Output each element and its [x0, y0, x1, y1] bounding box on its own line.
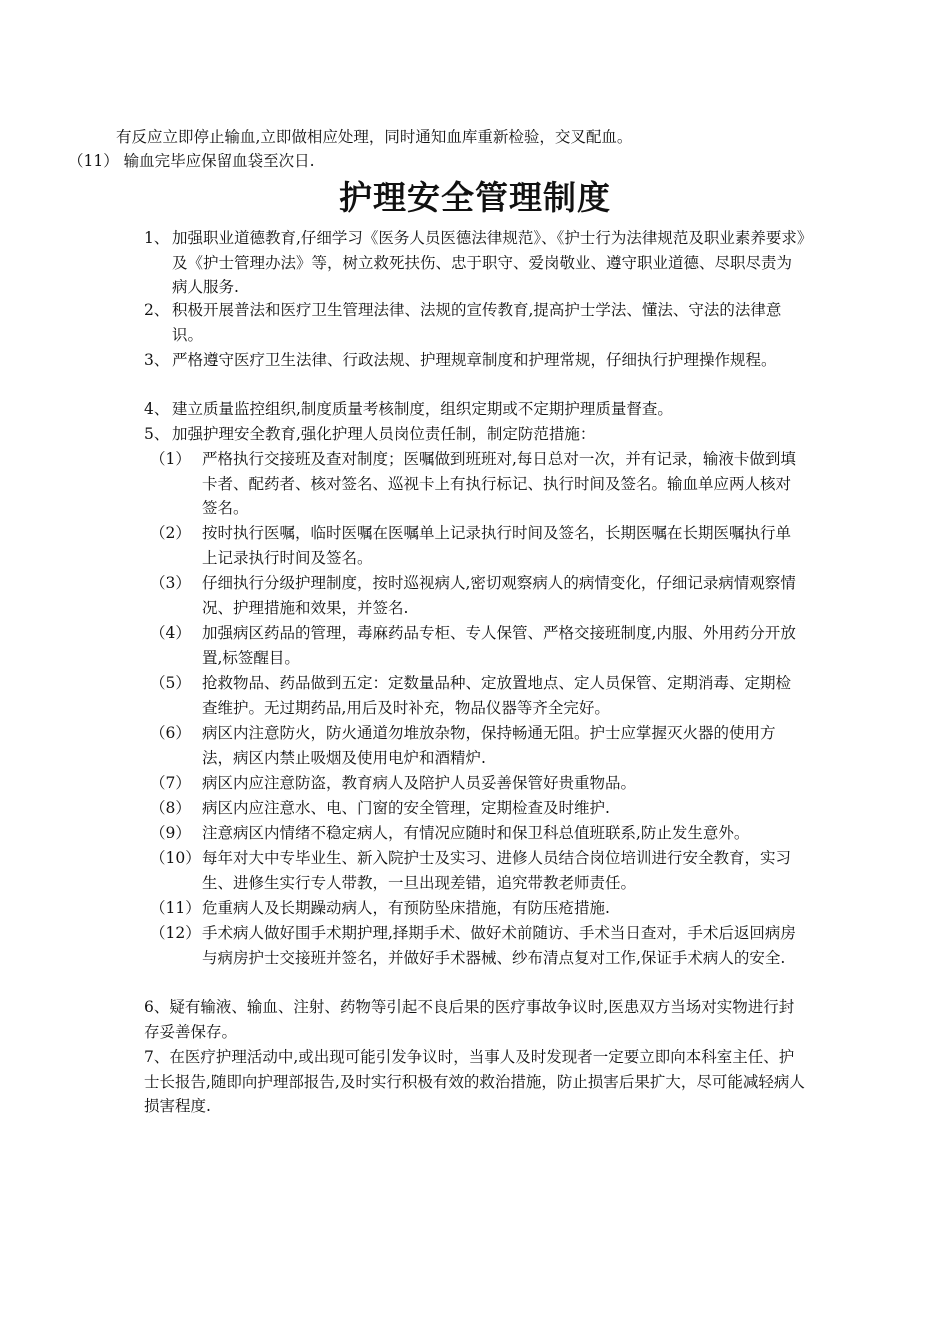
sub-item-5 [150, 671, 806, 720]
sub-item-text: 抢救物品、药品做到五定：定数量品种、定放置地点、定人员保管、定期消毒、定期检查维护。无过期药品,用后及时补充，物品仪器等齐全完好。 [202, 674, 792, 717]
main-item-2 [144, 298, 806, 347]
sub-item-text: 严格执行交接班及查对制度；医嘱做到班班对,每日总对一次，并有记录，输液卡做到填卡者、配药者、核对签名、巡视卡上有执行标记、执行时间及签名。输血单应两人核对签名。 [202, 450, 796, 518]
sub-item-number: （2） [150, 524, 191, 542]
sub-item-8 [150, 796, 806, 821]
item-text: 积极开展普法和医疗卫生管理法律、法规的宣传教育,提高护士学法、懂法、守法的法律意识。 [172, 301, 782, 344]
sub-item-number: （9） [150, 824, 191, 842]
main-item-4 [144, 397, 806, 422]
sub-item-7 [150, 771, 806, 796]
sub-item-2 [150, 521, 806, 570]
sub-item-3 [150, 571, 806, 620]
sub-item-text: 注意病区内情绪不稳定病人，有情况应随时和保卫科总值班联系,防止发生意外。 [202, 824, 750, 842]
sub-item-number: （1） [150, 450, 191, 468]
main-item-3 [144, 348, 806, 373]
item-number: 3、 [144, 351, 170, 369]
sub-item-text: 仔细执行分级护理制度，按时巡视病人,密切观察病人的病情变化，仔细记录病情观察情况、护理措施和效果，并签名. [202, 574, 796, 617]
item-number: 4、 [144, 400, 170, 418]
sub-item-number: （12） [150, 924, 201, 942]
sub-item-text: 按时执行医嘱，临时医嘱在医嘱单上记录执行时间及签名，长期医嘱在长期医嘱执行单上记录执行时间及签名。 [202, 524, 792, 567]
sub-item-text: 病区内应注意水、电、门窗的安全管理，定期检查及时维护. [202, 799, 610, 817]
sub-item-number: （11） [150, 899, 201, 917]
page-title: 护理安全管理制度 [339, 178, 611, 217]
item-text: 加强职业道德教育,仔细学习《医务人员医德法律规范》、《护士行为法律规范及职业素养要求》及《护士管理办法》等，树立救死扶伤、忠于职守、爱岗敬业、遵守职业道德、尽职尽责为病人服务. [172, 229, 805, 297]
sub-item-number: （5） [150, 674, 191, 692]
sub-item-number: （4） [150, 624, 191, 642]
sub-item-12 [150, 921, 806, 970]
item-text: 严格遵守医疗卫生法律、行政法规、护理规章制度和护理常规，仔细执行护理操作规程。 [172, 351, 777, 369]
intro-line-2: （11） 输血完毕应保留血袋至次日. [68, 152, 315, 170]
sub-item-10 [150, 846, 806, 895]
sub-item-11 [150, 896, 806, 921]
item-number: 1、 [144, 229, 170, 247]
item-number: 2、 [144, 301, 170, 319]
sub-item-text: 每年对大中专毕业生、新入院护士及实习、进修人员结合岗位培训进行安全教育，实习生、进修生实行专人带教，一旦出现差错，追究带教老师责任。 [202, 849, 792, 892]
sub-item-text: 危重病人及长期躁动病人，有预防坠床措施，有防压疮措施. [202, 899, 610, 917]
sub-item-text: 病区内应注意防盗，教育病人及陪护人员妥善保管好贵重物品。 [202, 774, 637, 792]
sub-item-9 [150, 821, 806, 846]
sub-item-text: 手术病人做好围手术期护理,择期手术、做好术前随访、手术当日查对，手术后返回病房与病房护士交接班并签名，并做好手术器械、纱布清点复对工作,保证手术病人的安全. [202, 924, 796, 967]
item-text: 建立质量监控组织,制度质量考核制度，组织定期或不定期护理质量督查。 [172, 400, 673, 418]
sub-item-4 [150, 621, 806, 670]
closing-paragraph-7: 7、在医疗护理活动中,或出现可能引发争议时，当事人及时发现者一定要立即向本科室主任、护士长报告,随即向护理部报告,及时实行积极有效的救治措施，防止损害后果扩大，尽可能减轻病人损害程度. [144, 1048, 805, 1116]
sub-item-number: （10） [150, 849, 201, 867]
sub-item-text: 加强病区药品的管理，毒麻药品专柜、专人保管、严格交接班制度,内服、外用药分开放置,标签醒目。 [202, 624, 796, 667]
main-item-1 [144, 226, 806, 300]
sub-item-number: （3） [150, 574, 191, 592]
sub-item-number: （7） [150, 774, 191, 792]
sub-item-1 [150, 447, 806, 521]
main-item-5 [144, 422, 806, 447]
sub-item-number: （6） [150, 724, 191, 742]
item-text: 加强护理安全教育,强化护理人员岗位责任制，制定防范措施： [172, 425, 596, 443]
item-number: 5、 [144, 425, 170, 443]
closing-paragraph-6: 6、疑有输液、输血、注射、药物等引起不良后果的医疗事故争议时,医患双方当场对实物进行封存妥善保存。 [144, 998, 795, 1041]
sub-item-number: （8） [150, 799, 191, 817]
sub-item-text: 病区内注意防火，防火通道勿堆放杂物，保持畅通无阻。护士应掌握灭火器的使用方法，病区内禁止吸烟及使用电炉和酒精炉. [202, 724, 776, 767]
intro-line-1: 有反应立即停止输血,立即做相应处理，同时通知血库重新检验，交叉配血。 [116, 128, 633, 146]
sub-item-6 [150, 721, 806, 770]
